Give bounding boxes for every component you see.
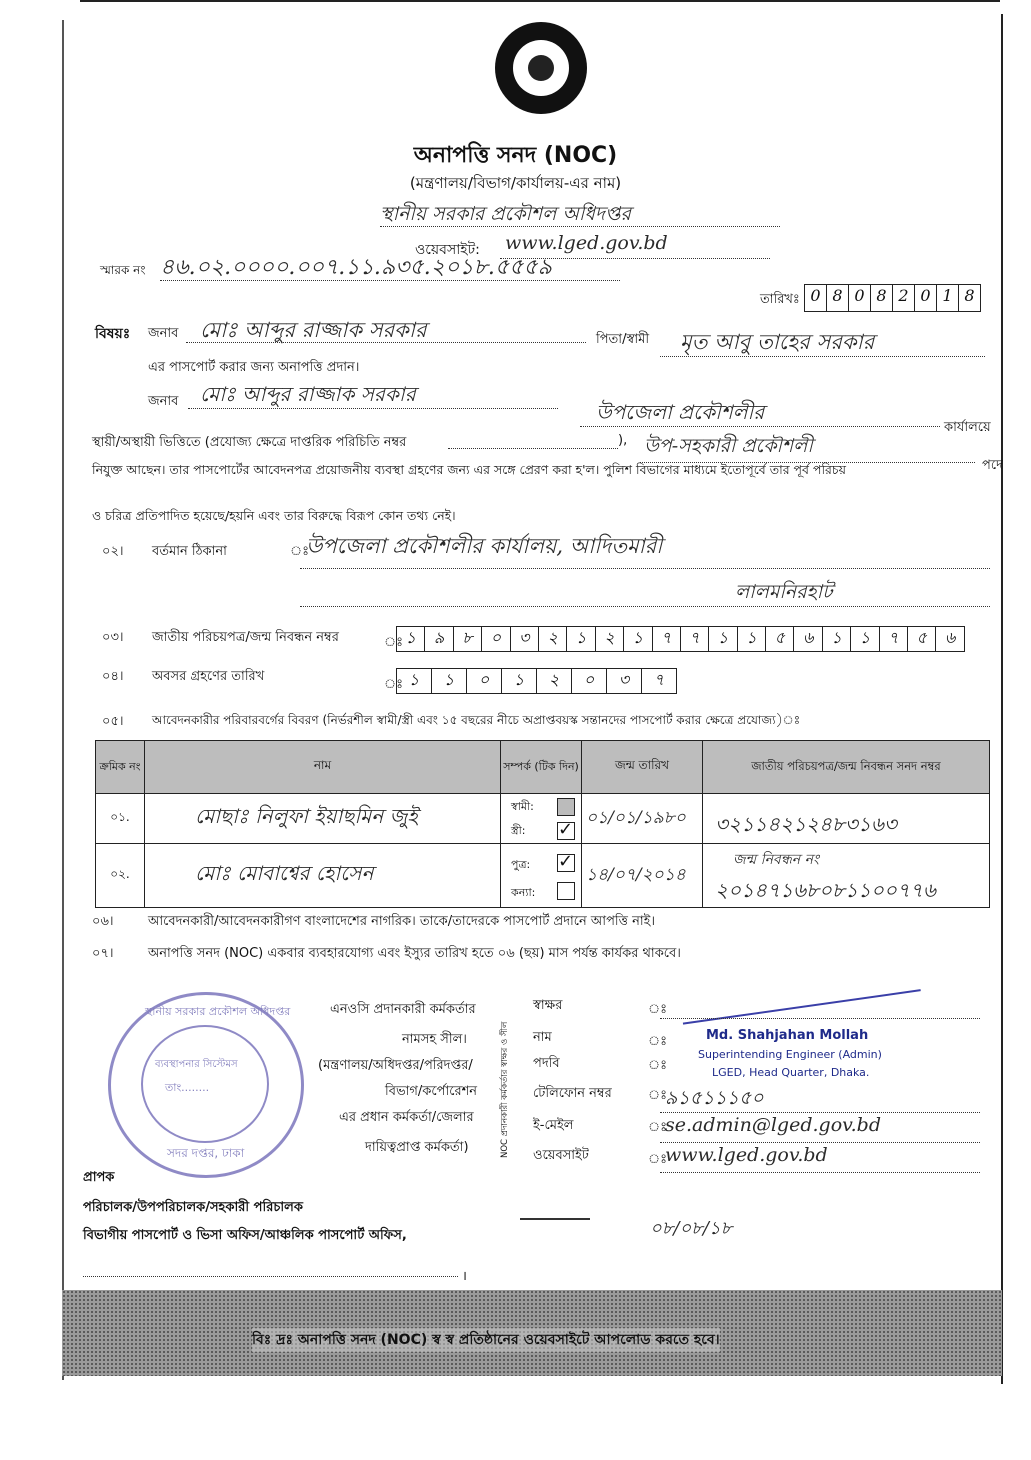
document-title: অনাপত্তি সনদ (NOC): [413, 143, 618, 168]
officer-left-line: এর প্রধান কর্মকর্তা/জেলার: [339, 1110, 474, 1125]
page-border-left: [62, 20, 64, 1380]
signature-date: ০৮/০৮/১৮: [650, 1218, 733, 1239]
recipient-line1: পরিচালক/উপপরিচালক/সহকারী পরিচালক: [83, 1200, 303, 1215]
national-id-boxes: [396, 626, 965, 652]
nid-digit: ৭: [653, 627, 681, 651]
memo-label: স্মারক নং: [100, 263, 146, 277]
retire-digit: ০: [572, 669, 607, 693]
nid-digit: ৫: [908, 627, 936, 651]
header-dob: জন্ম তারিখ: [582, 741, 703, 794]
body-office-handwritten: উপজেলা প্রকৌশলীর: [596, 400, 765, 424]
nid-digit: ১: [823, 627, 851, 651]
subject-label: বিষয়ঃ: [95, 326, 131, 342]
relation-husband-label: স্বামী:: [511, 800, 534, 813]
father-name: মৃত আবু তাহের সরকার: [680, 330, 875, 354]
relation-wife-label: স্ত্রী:: [511, 824, 526, 837]
father-label: পিতা/স্বামী: [596, 332, 650, 347]
body-post-suffix: পদে: [982, 458, 1003, 473]
body-permanent-text: স্থায়ী/অস্থায়ী ভিত্তিতে (প্রযোজ্য ক্ষেত্রে দাপ্তরিক পরিচিতি নম্বর: [92, 435, 407, 450]
field-phone-label: টেলিফোন নম্বর: [533, 1086, 612, 1101]
row-id-number: ৩২১১৪২১২৪৮৩১৬৩: [703, 794, 990, 844]
seal-text-bottom: সদর দপ্তর, ঢাকা: [167, 1146, 245, 1160]
document-subtitle: (মন্ত্রণালয়/বিভাগ/কার্যালয়-এর নাম): [409, 174, 622, 192]
nid-digit: ৭: [681, 627, 709, 651]
current-address-line1: উপজেলা প্রকৌশলীর কার্যালয়, আদিতমারী: [306, 534, 663, 558]
relation-son-label: পুত্র:: [511, 858, 531, 871]
header-name: নাম: [145, 741, 501, 794]
retire-digit: ১: [397, 669, 432, 693]
daughter-checkbox[interactable]: [557, 882, 575, 900]
nid-digit: ১: [567, 627, 595, 651]
nid-digit: ১: [397, 627, 425, 651]
officer-left-line: (মন্ত্রণালয়/অধিদপ্তর/পরিদপ্তর/: [318, 1058, 473, 1073]
website-label: ওয়েবসাইট:: [415, 242, 480, 258]
table-row: [96, 794, 990, 844]
item-06-text: আবেদনকারী/আবেদনকারীগণ বাংলাদেশের নাগরিক। তাকে/তাদেরকে পাসপোর্ট প্রদানে আপত্তি নাই।: [148, 914, 656, 929]
officer-office-stamp: LGED, Head Quarter, Dhaka.: [712, 1066, 870, 1079]
retire-digit: ১: [432, 669, 467, 693]
body-paragraph-line3: নিযুক্ত আছেন। তার পাসপোর্টের আবেদনপত্র প্রয়োজনীয় ব্যবস্থা গ্রহণের জন্য এর সঙ্গে প্রেরণ করা হ'ল। পুলিশ বিভাগের মাধ্যমে ইতোপূর্বে তার পূর্ব পরিচয়: [92, 462, 847, 477]
officer-left-line: বিভাগ/কর্পোরেশন: [385, 1084, 478, 1099]
row-dob: ১৪/০৭/২০১৪: [582, 844, 703, 908]
seal-text-top: স্থানীয় সরকার প্রকৌশল অধিদপ্তর: [145, 1005, 291, 1018]
row-name: মোছাঃ নিলুফা ইয়াছমিন জুই: [145, 794, 501, 844]
officer-left-line: দায়িত্বপ্রাপ্ত কর্মকর্তা): [365, 1140, 469, 1155]
row-name: মোঃ মোবাশ্বের হোসেন: [145, 844, 501, 908]
officer-email: se.admin@lged.gov.bd: [665, 1114, 881, 1136]
retire-digit: ৩: [607, 669, 642, 693]
retire-digit: ৭: [653, 670, 665, 689]
subject-applicant-name: মোঃ আব্দুর রাজ্জাক সরকার: [200, 318, 427, 342]
table-row: [96, 844, 990, 908]
date-digit: 0: [915, 285, 937, 311]
row-relation-cell: [501, 794, 582, 844]
header-serial: ক্রমিক নং: [96, 741, 145, 794]
subject-line2: এর পাসপোর্ট করার জন্য অনাপত্তি প্রদান।: [148, 360, 360, 375]
retire-digit: ০: [467, 669, 502, 693]
row-serial: ০২.: [96, 844, 145, 908]
field-website-label: ওয়েবসাইট: [533, 1148, 589, 1163]
family-table-header: [96, 741, 990, 794]
nid-digit: ৬: [794, 627, 822, 651]
emblem-core: [528, 55, 554, 81]
officer-phone: ৯১৫১১১৫০: [665, 1087, 764, 1109]
header-id-number: জাতীয় পরিচয়পত্র/জন্ম নিবন্ধন সনদ নম্বর: [703, 741, 990, 794]
office-name-handwritten: স্থানীয় সরকার প্রকৌশল অধিদপ্তর: [380, 203, 631, 225]
nid-digit: ৩: [511, 627, 539, 651]
office-round-seal: [108, 992, 304, 1178]
item-03-label: জাতীয় পরিচয়পত্র/জন্ম নিবন্ধন নম্বর: [152, 630, 339, 645]
row-dob: ০১/০১/১৯৮০: [582, 794, 703, 844]
husband-checkbox[interactable]: [557, 798, 575, 816]
nid-digit: ৮: [454, 627, 482, 651]
nid-digit: ৭: [880, 627, 908, 651]
item-04-number: ০৪।: [102, 669, 124, 684]
date-digit: 8: [964, 286, 975, 305]
officer-website: www.lged.gov.bd: [665, 1144, 828, 1166]
footer-note: বিঃ দ্রঃ অনাপত্তি সনদ (NOC) স্ব স্ব প্রতিষ্ঠানের ওয়েবসাইটে আপলোড করতে হবে।: [252, 1328, 720, 1352]
wife-checkbox[interactable]: [557, 822, 575, 840]
date-digit: 1: [937, 285, 959, 311]
officer-left-line: এনওসি প্রদানকারী কর্মকর্তার: [330, 1002, 476, 1017]
recipient-line2: বিভাগীয় পাসপোর্ট ও ভিসা অফিস/আঞ্চলিক পাসপোর্ট অফিস,: [83, 1228, 407, 1243]
row-id-label: জন্ম নিবন্ধন নং: [733, 852, 820, 868]
nid-digit: ৫: [766, 627, 794, 651]
recipient-line3-end: ।: [462, 1269, 467, 1284]
memo-number: ৪৬.০২.০০০০.০০৭.১১.৯৩৫.২০১৮.৫৫৫৯: [160, 255, 552, 280]
item-07-text: অনাপত্তি সনদ (NOC) একবার ব্যবহারযোগ্য এবং ইস্যুর তারিখ হতে ০৬ (ছয়) মাস পর্যন্ত কার্যকর থাকবে।: [148, 946, 681, 961]
date-boxes: [804, 284, 981, 312]
retire-digit: ১: [502, 669, 537, 693]
retirement-date-boxes: [396, 668, 677, 694]
nid-digit: ১: [738, 627, 766, 651]
item-04-label: অবসর গ্রহণের তারিখ: [152, 669, 265, 684]
row-id-cell: [703, 844, 990, 908]
seal-inner-text: তাং........: [165, 1081, 210, 1094]
initial-signature: [520, 1200, 590, 1220]
nid-digit: ১: [851, 627, 879, 651]
date-label: তারিখঃ: [760, 292, 800, 307]
family-members-table: [95, 740, 990, 908]
recipient-label: প্রাপক: [83, 1170, 115, 1185]
website-value: www.lged.gov.bd: [505, 232, 668, 254]
date-digit: 2: [893, 285, 915, 311]
retire-digit: ২: [537, 669, 572, 693]
item-07-number: ০৭।: [92, 946, 114, 961]
field-email-label: ই-মেইল: [533, 1118, 574, 1133]
row-serial: ০১.: [96, 794, 145, 844]
footer-note-bar: [62, 1290, 1002, 1376]
son-checkbox[interactable]: [557, 854, 575, 872]
nid-digit: ২: [596, 627, 624, 651]
field-signature-label: স্বাক্ষর: [533, 998, 563, 1013]
item-03-number: ০৩।: [102, 630, 124, 645]
item-02-label: বর্তমান ঠিকানা: [152, 544, 227, 559]
row-relation-cell: [501, 844, 582, 908]
current-address-line2: লালমনিরহাট: [735, 581, 833, 603]
nid-digit: ১: [709, 627, 737, 651]
officer-left-line: নামসহ সীল।: [402, 1032, 467, 1047]
row-id-number: ২০১৪৭১৬৮০৮১১০০৭৭৬: [715, 878, 936, 902]
nid-digit: ৬: [944, 628, 956, 647]
item-05-label: আবেদনকারীর পরিবারবর্গের বিবরণ (নির্ভরশীল স্বামী/স্ত্রী এবং ১৫ বছরের নীচে অপ্রাপ্তবয়স্ক সন্তানদের পাসপোর্ট করার ক্ষেত্রে প্রযোজ্য)ঃ: [152, 713, 801, 727]
header-relation: সম্পর্ক (টিক দিন): [501, 741, 582, 794]
body-designation-handwritten: উপ-সহকারী প্রকৌশলী: [644, 435, 813, 457]
date-digit: 0: [849, 285, 871, 311]
date-digit: 8: [871, 285, 893, 311]
nid-digit: ০: [482, 627, 510, 651]
date-digit: 0: [805, 285, 827, 311]
officer-signature: [679, 963, 921, 1024]
officer-name-stamp: Md. Shahjahan Mollah: [706, 1028, 869, 1043]
seal-inner-text-2: ব্যবস্থাপনার সিস্টেমস: [155, 1059, 238, 1070]
government-emblem: [495, 22, 587, 114]
noc-document: অনাপত্তি সনদ (NOC) (মন্ত্রণালয়/বিভাগ/কার্যালয়-এর নাম) স্থানীয় সরকার প্রকৌশল অধিদপ্তর ওয়েবসাইট: www.lged.gov.bd স্মারক নং ৪৬.০২.০০০০.০০৭.১১.৯৩৫.২০১৮.৫৫৫৯ তারিখঃ 0 8 0 8 2 0 1 8 বিষয়ঃ জনাব মোঃ আব্দুর রাজ্জাক সরকার পিতা/স্বামী মৃত আবু তাহের সরকার এর পাসপোর্ট করার জন্য অনাপত্তি প্রদান। জনাব মোঃ আব্দুর রাজ্জাক সরকার উপজেলা প্রকৌশলীর কার্যালয়ে স্থায়ী/অস্থায়ী ভিত্তিতে (প্রযোজ্য ক্ষেত্রে দাপ্তরিক পরিচিতি নম্বর ), উপ-সহকারী প্রকৌশলী পদে নিযুক্ত আছেন। তার পাসপোর্টের আবেদনপত্র প্রয়োজনীয় ব্যবস্থা গ্রহণের জন্য এর সঙ্গে প্রেরণ করা হ'ল। পুলিশ বিভাগের মাধ্যমে ইতোপূর্বে তার পূর্ব পরিচয় ও চরিত্র প্রতিপাদিত হয়েছে/হয়নি এবং তার বিরুদ্ধে বিরূপ কোন তথ্য নেই। ০২। বর্তমান ঠিকানা ঃ উপজেলা প্রকৌশলীর কার্যালয়, আদিতমারী লালমনিরহাট ০৩। জাতীয় পরিচয়পত্র/জন্ম নিবন্ধন নম্বর ঃ ১ ৯ ৮ ০ ৩ ২ ১ ২ ১ ৭ ৭ ১ ১ ৫ ৬ ১ ১ ৭ ৫ ৬ ০৪। অবসর গ্রহণের তারিখ ঃ ১ ১ ০ ১ ২ ০ ৩ ৭ ০৫। আবেদনকারীর পরিবারবর্গের বিবরণ (নির্ভরশীল স্বামী/স্ত্রী এবং ১৫ বছরের নীচে অপ্রাপ্তবয়স্ক সন্তানদের পাসপোর্ট করার ক্ষেত্রে প্রযোজ্য)ঃ ক্রমিক নং নাম সম্পর্ক (টিক দিন) জন্ম তারিখ জাতীয় পরিচয়পত্র/জন্ম নিবন্ধন সনদ নম্বর ০১. মোছাঃ নিলুফা ইয়াছমিন জুই স্বামী: স্ত্রী: ✓ ০১/০১/১৯৮০ ৩২১১৪২১২৪৮৩১৬৩ ০২. মোঃ মোবাশ্বের হোসেন পুত্র: ✓ কন্যা: ১৪/০৭/২০১৪ জন্ম নিবন্ধন নং ২০১৪৭১৬৮০৮১১০০৭৭৬ ০৬। আবেদনকারী/আবেদনকারীগণ বাংলাদেশের নাগরিক। তাকে/তাদেরকে পাসপোর্ট প্রদানে আপত্তি নাই। ০৭। অনাপত্তি সনদ (NOC) একবার ব্যবহারযোগ্য এবং ইস্যুর তারিখ হতে ০৬ (ছয়) মাস পর্যন্ত কার্যকর থাকবে। স্থানীয় সরকার প্রকৌশল অধিদপ্তর ব্যবস্থাপনার সিস্টেমস তাং........ সদর দপ্তর, ঢাকা এনওসি প্রদানকারী কর্মকর্তার নামসহ সীল। (মন্ত্রণালয়/অধিদপ্তর/পরিদপ্তর/ বিভাগ/কর্পোরেশন এর প্রধান কর্মকর্তা/জেলার দায়িত্বপ্রাপ্ত কর্মকর্তা) NOC প্রদানকারী কর্মকর্তার স্বাক্ষর ও সীল স্বাক্ষর নাম পদবি টেলিফোন নম্বর ই-মেইল ওয়েবসাইট ঃ ঃ ঃ ঃ ঃ ঃ Md. Shahjahan Mollah Superintending Engineer (Admin) LGED, Head Quarter, Dhaka. ৯১৫১১১৫০ se.admin@lged.gov.bd www.lged.gov.bd প্রাপক পরিচালক/উপপরিচালক/সহকারী পরিচালক বিভাগীয় পাসপোর্ট ও ভিসা অফিস/আঞ্চলিক পাসপোর্ট অফিস, । ০৮/০৮/১৮ বিঃ দ্রঃ অনাপত্তি সনদ (NOC) স্ব স্ব প্রতিষ্ঠানের ওয়েবসাইটে আপলোড করতে হবে।: [0, 0, 1031, 1460]
field-name-label: নাম: [533, 1030, 552, 1045]
officer-title-stamp: Superintending Engineer (Admin): [698, 1048, 882, 1061]
page-border-top: [80, 0, 1000, 20]
body-paragraph-line4: ও চরিত্র প্রতিপাদিত হয়েছে/হয়নি এবং তার বিরুদ্ধে বিরূপ কোন তথ্য নেই।: [92, 508, 456, 523]
date-digit: 8: [827, 285, 849, 311]
field-designation-label: পদবি: [533, 1056, 560, 1071]
item-02-number: ০২।: [102, 544, 124, 559]
subject-mr-label: জনাব: [148, 326, 179, 341]
body-office-suffix: কার্যালয়ে: [944, 420, 991, 435]
nid-digit: ১: [624, 627, 652, 651]
page-border-right: [1001, 14, 1003, 1384]
item-06-number: ০৬।: [92, 914, 114, 929]
nid-digit: ৯: [425, 627, 453, 651]
body-mr-label: জনাব: [148, 394, 179, 409]
relation-daughter-label: কন্যা:: [511, 886, 536, 899]
item-05-number: ০৫।: [102, 714, 124, 729]
body-applicant-name: মোঃ আব্দুর রাজ্জাক সরকার: [200, 382, 416, 406]
nid-digit: ২: [539, 627, 567, 651]
officer-vertical-label: NOC প্রদানকারী কর্মকর্তার স্বাক্ষর ও সীল: [500, 1021, 510, 1158]
